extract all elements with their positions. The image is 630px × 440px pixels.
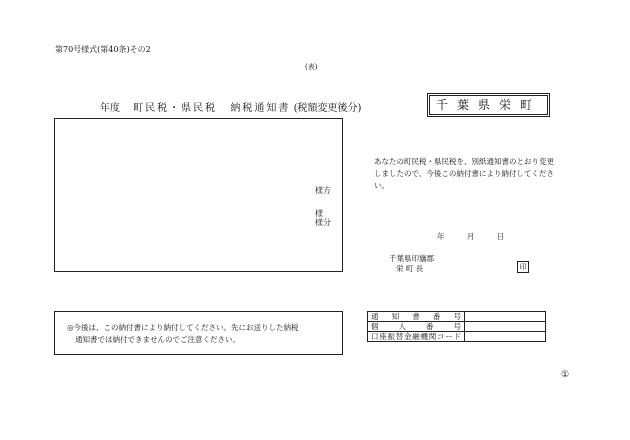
notice-text: あなたの町民税・県民税を、別紙通知書のとおり変更しましたので、今後この納付書により納付してください。 (374, 157, 554, 190)
bank-code-label: 口座振替金融機関コード (368, 332, 465, 342)
honorific-sama-kata: 様方 (315, 186, 331, 195)
title-year: 年度 (100, 103, 120, 114)
number-table (367, 311, 546, 342)
honorific-sama-bun: 様分 (315, 218, 331, 227)
title-notice: 納税通知書 (230, 103, 291, 114)
caution-line-1: ◎今後は、この納付書により納付してください。先にお送りした納税 (67, 323, 299, 332)
issuer-mayor: 栄 町 長 (396, 264, 424, 273)
notice-number-label: 通知書番号 (368, 312, 465, 322)
table-row (368, 312, 546, 322)
document-title (100, 99, 361, 114)
personal-number-value (465, 322, 546, 332)
caution-line-2: 通知書では納付できませんのでご注意ください。 (75, 335, 240, 344)
bank-code-value (465, 332, 546, 342)
page-marker: ① (561, 370, 570, 380)
town-name-box: 千葉県栄町 (429, 95, 548, 115)
side-label: (表) (305, 63, 318, 71)
title-sub: (税額変更後分) (293, 103, 362, 114)
issue-date (437, 231, 524, 242)
table-row (368, 322, 546, 332)
table-row (368, 332, 546, 342)
personal-number-label: 個人番号 (368, 322, 465, 332)
issuer-district: 千葉県印旛郡 (389, 254, 434, 263)
seal-mark: 印 (517, 261, 529, 273)
form-number: 第70号様式(第40条)その2 (55, 45, 151, 54)
date-day: 日 (496, 232, 505, 241)
notice-number-value (465, 312, 546, 322)
caution-text (67, 322, 299, 346)
honorific-sama: 様 (315, 209, 323, 218)
caution-box (54, 311, 343, 355)
date-year: 年 (437, 232, 445, 241)
date-month: 月 (466, 232, 475, 241)
address-box (54, 118, 343, 272)
title-tax-name: 町民税・県民税 (133, 103, 218, 114)
